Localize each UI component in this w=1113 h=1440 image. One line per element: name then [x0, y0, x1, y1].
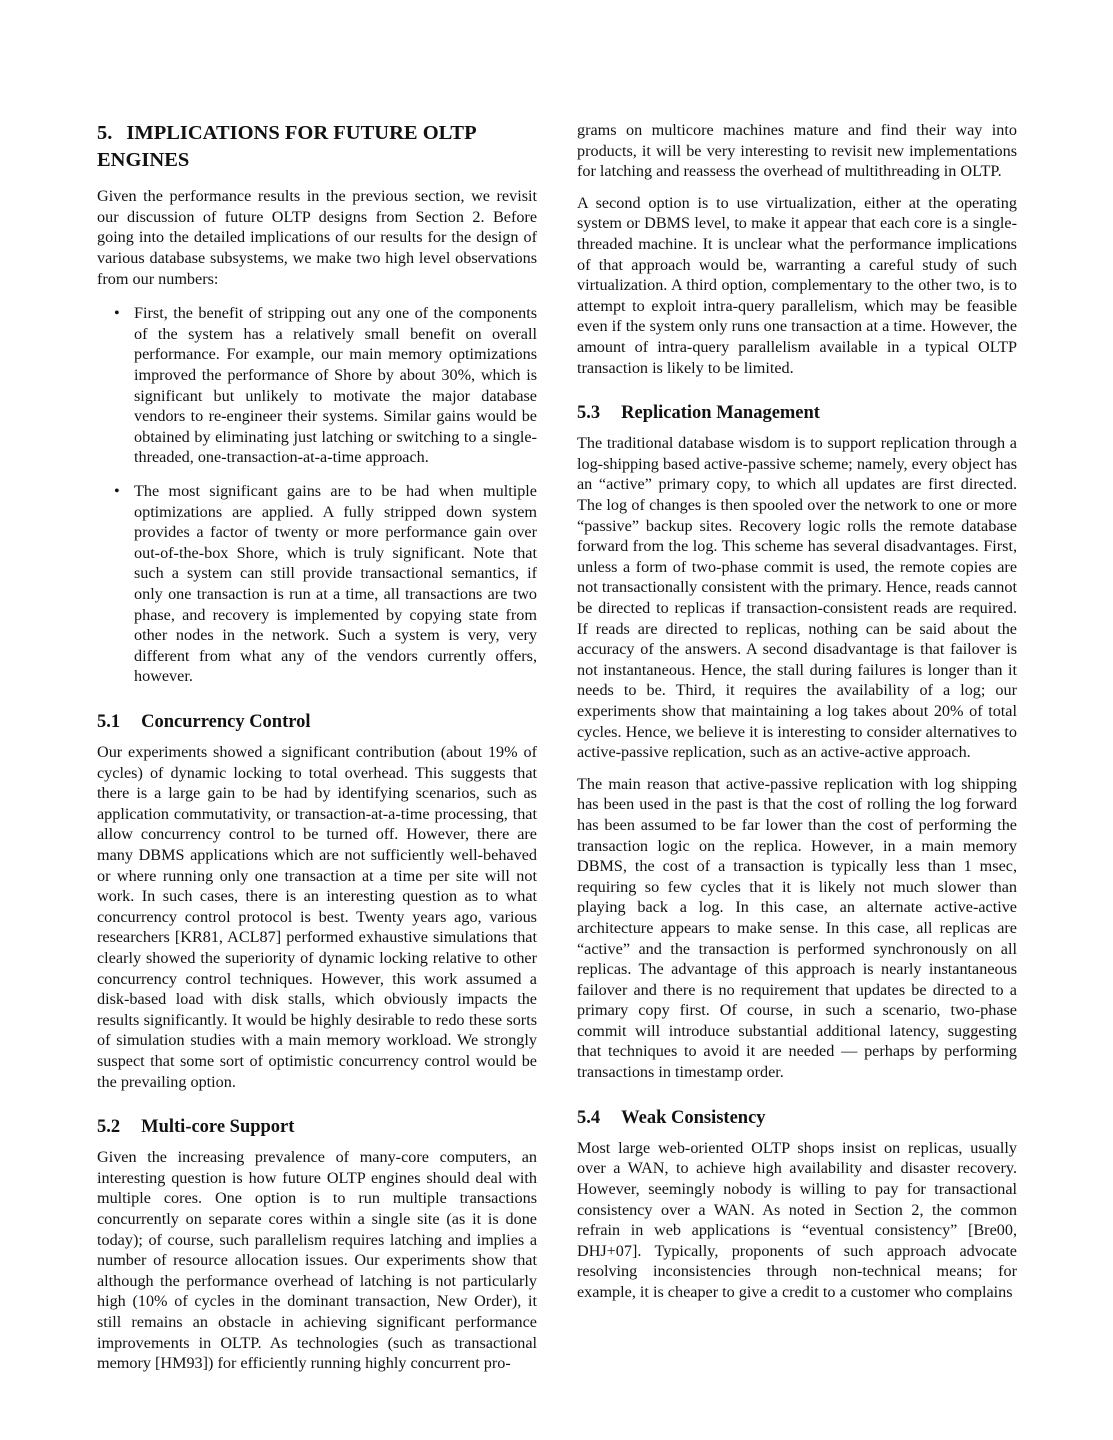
left-column [97, 120, 537, 1385]
section-heading-5-3 [577, 402, 1017, 425]
bullet-item-2 [97, 481, 537, 687]
paragraph-intro: Given the performance results in the previous section, we revisit our discussion of future OLTP designs from Section 2. Before going into the detailed implications of our results for the design of various database subsystems, we make two high level observations from our numbers: [97, 187, 537, 288]
section-title: Replication Management [621, 403, 820, 424]
two-column-layout [97, 120, 1017, 1385]
bullet-text-2: The most significant gains are to be had when multiple optimizations are applied. A fully stripped down system provides a factor of twenty or more performance gain over out-of-the-box Shore, which is truly significant. Note that such a system can still provide transactional semantics, if only one transaction is run at a time, all transactions are two phase, and recovery is implemented by copying state from other nodes in the network. Such a system is very, very different from what any of the vendors currently offers, however. [134, 482, 537, 686]
paragraph-virtualization: A second option is to use virtualization, either at the operating system or DBMS level, to make it appear that each core is a single-threaded machine. It is unclear what the performance implications of that approach would be, warranting a careful study of such virtualization. A third option, complementary to the other two, is to attempt to exploit intra-query parallelism, which may be feasible even if the system only runs one transaction at a time. However, the amount of intra-query parallelism available in a typical OLTP transaction is likely to be limited. [577, 193, 1017, 377]
section-number: 5. [97, 122, 113, 144]
section-heading-5-4 [577, 1107, 1017, 1130]
section-number: 5.4 [577, 1107, 601, 1128]
section-title: Multi-core Support [141, 1117, 295, 1138]
section-heading-5 [97, 120, 537, 173]
paragraph-multicore-support: Given the increasing prevalence of many-core computers, an interesting question is how future OLTP engines should deal with multiple cores. One option is to run multiple transactions concurrently on separate cores within a single site (as it is done today); of course, such parallelism requires latching and implies a number of resource allocation issues. Our experiments show that although the performance overhead of latching is not particularly high (10% of cycles in the dominant transaction, New Order), it still remains an obstacle in achieving significant performance improvements in OLTP. As technologies (such as transactional memory [HM93]) for efficiently running highly concurrent pro- [97, 1148, 537, 1373]
section-heading-5-1 [97, 711, 537, 734]
bullet-text-1: First, the benefit of stripping out any one of the components of the system has a relatively small benefit on overall performance. For example, our main memory optimizations improved the performance of Shore by about 30%, which is significant but unlikely to motivate the major database vendors to re-engineer their systems. Similar gains would be obtained by eliminating just latching or switching to a single-threaded, one-transaction-at-a-time approach. [134, 304, 537, 467]
section-title: IMPLICATIONS FOR FUTURE OLTP ENGINES [97, 122, 476, 171]
paragraph-replication-2: The main reason that active-passive replication with log shipping has been used in the past is that the cost of rolling the log forward has been assumed to be far lower than the cost of performing the transaction logic on the replica. However, in a main memory DBMS, the cost of a transaction is typically less than 1 msec, requiring so few cycles that it is likely not much slower than playing back a log. In this case, an alternate active-active architecture appears to make sense. In this case, all replicas are “active” and the transaction is performed synchronously on all replicas. The advantage of this approach is nearly instantaneous failover and there is no requirement that updates be directed to a primary copy first. Of course, in such a scenario, two-phase commit will introduce substantial additional latency, suggesting that techniques to avoid it are needed — perhaps by performing transactions in timestamp order. [577, 774, 1017, 1082]
section-title: Concurrency Control [141, 711, 311, 732]
paragraph-concurrency-control: Our experiments showed a significant contribution (about 19% of cycles) of dynamic locking to total overhead. This suggests that there is a large gain to be had by identifying scenarios, such as application commutativity, or transaction-at-a-time processing, that allow concurrency control to be turned off. However, there are many DBMS applications which are not sufficiently well-behaved or where running only one transaction at a time per site will not work. In such cases, there is an interesting question as to what concurrency control protocol is best. Twenty years ago, various researchers [KR81, ACL87] performed exhaustive simulations that clearly showed the superiority of dynamic locking relative to other concurrency control techniques. However, this work assumed a disk-based load with disk stalls, which obviously impacts the results significantly. It would be highly desirable to redo these sorts of simulation studies with a main memory workload. We strongly suspect that some sort of optimistic concurrency control would be the prevailing option. [97, 743, 537, 1091]
bullet-item-1 [97, 303, 537, 468]
bullet-icon: • [114, 304, 120, 323]
section-number: 5.2 [97, 1117, 121, 1138]
bullet-icon: • [114, 482, 120, 500]
observations-bullet-list [97, 303, 537, 687]
section-number: 5.1 [97, 711, 121, 732]
right-column [577, 120, 1017, 1314]
section-number: 5.3 [577, 403, 601, 424]
paragraph-replication-1: The traditional database wisdom is to support replication through a log-shipping based active-passive scheme; namely, every object has an “active” primary copy, to which all updates are first directed. The log of changes is then spooled over the network to one or more “passive” backup sites. Recovery logic rolls the remote database forward from the log. This scheme has several disadvantages. First, unless a form of two-phase commit is used, the remote copies are not transactionally consistent with the primary. Hence, reads cannot be directed to replicas if transaction-consistent reads are required. If reads are directed to replicas, nothing can be said about the accuracy of the answers. A second disadvantage is that failover is not instantaneous. Hence, the stall during failures is longer than it needs to be. Third, it requires the availability of a log; our experiments show that maintaining a log takes about 20% of total cycles. Hence, we believe it is interesting to consider alternatives to active-passive replication, such as an active-active approach. [577, 434, 1017, 762]
paragraph-multicore-continuation: grams on multicore machines mature and find their way into products, it will be very interesting to revisit new implementations for latching and reassess the overhead of multithreading in OLTP. [577, 121, 1017, 181]
section-title: Weak Consistency [621, 1107, 766, 1128]
paragraph-weak-consistency: Most large web-oriented OLTP shops insist on replicas, usually over a WAN, to achieve high availability and disaster recovery. However, seemingly nobody is willing to pay for transactional consistency over a WAN. As noted in Section 2, the common refrain in web applications is “eventual consistency” [Bre00, DHJ+07]. Typically, proponents of such approach advocate resolving inconsistencies through non-technical means; for example, it is cheaper to give a credit to a customer who complains [577, 1138, 1017, 1301]
section-heading-5-2 [97, 1116, 537, 1139]
